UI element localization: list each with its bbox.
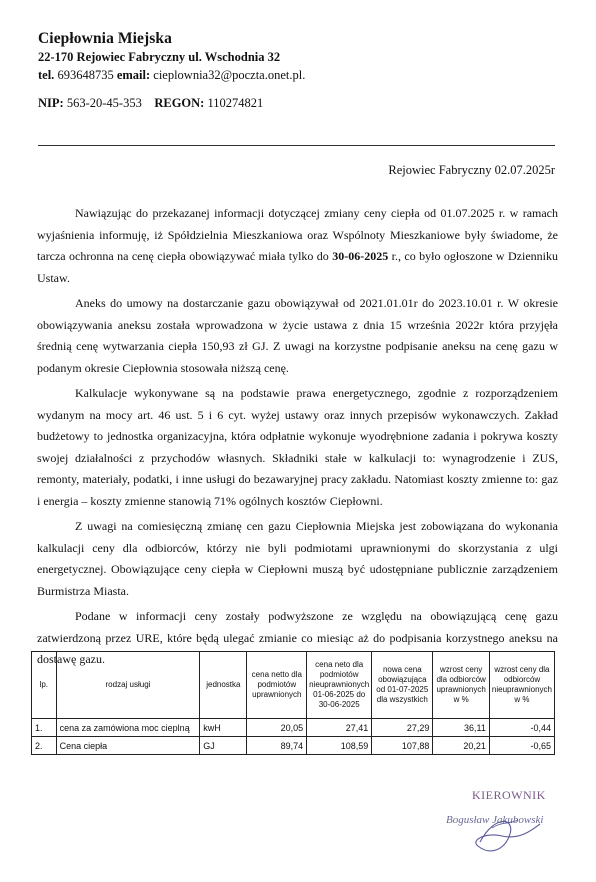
table-cell: 1. <box>32 719 57 737</box>
stamp-title: KIEROWNIK <box>472 788 546 802</box>
nip-value: 563-20-45-353 <box>66 96 142 110</box>
col-header-price-non-entitled: cena neto dla podmiotów nieuprawnionych 01-06-2025 do 30-06-2025 <box>307 652 372 719</box>
table-cell: Cena ciepła <box>56 737 200 755</box>
header-divider <box>38 145 555 146</box>
paragraph-1-bold-date: 30-06-2025 <box>332 249 389 263</box>
phone-label: tel. <box>38 68 55 82</box>
table-cell: 89,74 <box>247 737 307 755</box>
stamp-name: Bogusław Jakubowski <box>446 814 544 826</box>
col-header-increase-non-entitled: wzrost ceny dla odbiorców nieuprawnionych w % <box>489 652 554 719</box>
email-label: email: <box>116 68 151 82</box>
regon-label: REGON: <box>154 96 205 110</box>
paragraph-4: Z uwagi na comiesięczną zmianę cen gazu Ciepłownia Miejska jest zobowiązana do wykonania kalkulacji ceny dla odbiorców, którzy nie byli podmiotami uprawnionymi do skorzystania z ulgi energetycznej. Obowiązujące ceny ciepła w Ciepłowni muszą być udostępniane publicznie zarządzeniem Burmistrza Miasta. <box>37 519 558 598</box>
regon-value: 110274821 <box>207 96 264 110</box>
col-header-new-price: nowa cena obowiązująca od 01-07-2025 dla wszystkich <box>372 652 433 719</box>
col-header-unit: jednostka <box>200 652 247 719</box>
col-header-service: rodzaj usługi <box>56 652 200 719</box>
place-date: Rejowiec Fabryczny 02.07.2025r <box>388 163 555 177</box>
table-cell: 2. <box>32 737 57 755</box>
company-ids <box>38 96 263 111</box>
table-cell: 27,41 <box>307 719 372 737</box>
table-cell: 27,29 <box>372 719 433 737</box>
table-cell: 36,11 <box>433 719 489 737</box>
paragraph-3: Kalkulacje wykonywane są na podstawie prawa energetycznego, zgodnie z rozporządzeniem wydanym na mocy art. 46 ust. 5 i 6 cyt. wyżej ustawy oraz innych przepisów wykonawczych. Zakład budżetowy to jednostka organizacyjna, która odpłatnie wykonuje wyodrębnione zadania i pokrywa koszty swojej działalności z przychodów własnych. Składniki stałe w kalkulacji to: wynagrodzenie i ZUS, remonty, materiały, podatki, i inne usługi do bezawaryjnej pracy zakładu. Natomiast koszty zmienne to: gaz i energia – koszty zmienne stanowią 71% ogólnych kosztów Ciepłowni. <box>37 386 558 508</box>
company-name: Ciepłownia Miejska <box>38 30 172 47</box>
handwritten-signature-icon <box>440 784 580 864</box>
paragraph-1-text-b: r., co było ogłoszone w Dzienniku Ustaw. <box>37 249 558 285</box>
email-address: cieplownia32@poczta.onet.pl. <box>153 68 306 82</box>
table-cell: 108,59 <box>307 737 372 755</box>
price-table <box>31 651 555 755</box>
table-header-row <box>32 652 555 719</box>
letterhead <box>38 30 305 84</box>
table-cell: kwH <box>200 719 247 737</box>
paragraph-1-text-a: Nawiązując do przekazanej informacji dotyczącej zmiany ceny ciepła od 01.07.2025 r. w ramach wyjaśnienia informuję, iż Spółdzielnia Mieszkaniowa oraz Wspólnoty Mieszkaniowe były świadome, że tarcza ochronna na cenę ciepła obowiązywać miała tylko do <box>37 206 558 263</box>
table-cell: 20,21 <box>433 737 489 755</box>
company-contact <box>38 66 305 84</box>
col-header-increase-entitled: wzrost ceny dla odbiorców uprawnionych w % <box>433 652 489 719</box>
table-row <box>32 719 555 737</box>
letter-body <box>37 203 558 675</box>
table-cell: cena za zamówiona moc cieplną <box>56 719 200 737</box>
paragraph-5: Podane w informacji ceny zostały podwyższone ze względu na obowiązującą cenę gazu zatwierdzoną przez URE, które będą ulegać zmianie co miesiąc aż do podpisania korzystnego aneksu na dostawę gazu. <box>37 609 558 666</box>
table-cell: 107,88 <box>372 737 433 755</box>
paragraph-2: Aneks do umowy na dostarczanie gazu obowiązywał od 2021.01.01r do 2023.10.01 r. W okresie obowiązywania aneksu została wprowadzona w życie ustawa z dnia 15 września 2022r która przyjęła średnią cenę wytwarzania ciepła 150,93 zł GJ. Z uwagi na korzystne podpisanie aneksu na cenę gazu w podanym okresie Ciepłownia stosowała niższą cenę. <box>37 296 558 375</box>
signature-stamp <box>440 784 580 864</box>
table-cell: GJ <box>200 737 247 755</box>
nip-label: NIP: <box>38 96 64 110</box>
phone-number: 693648735 <box>57 68 114 82</box>
table-cell: 20,05 <box>247 719 307 737</box>
table-row <box>32 737 555 755</box>
table-cell: -0,65 <box>489 737 554 755</box>
company-address: 22-170 Rejowiec Fabryczny ul. Wschodnia 32 <box>38 50 281 64</box>
col-header-lp: lp. <box>32 652 57 719</box>
table-cell: -0,44 <box>489 719 554 737</box>
paragraph-1 <box>37 203 558 289</box>
col-header-price-entitled: cena netto dla podmiotów uprawnionych <box>247 652 307 719</box>
